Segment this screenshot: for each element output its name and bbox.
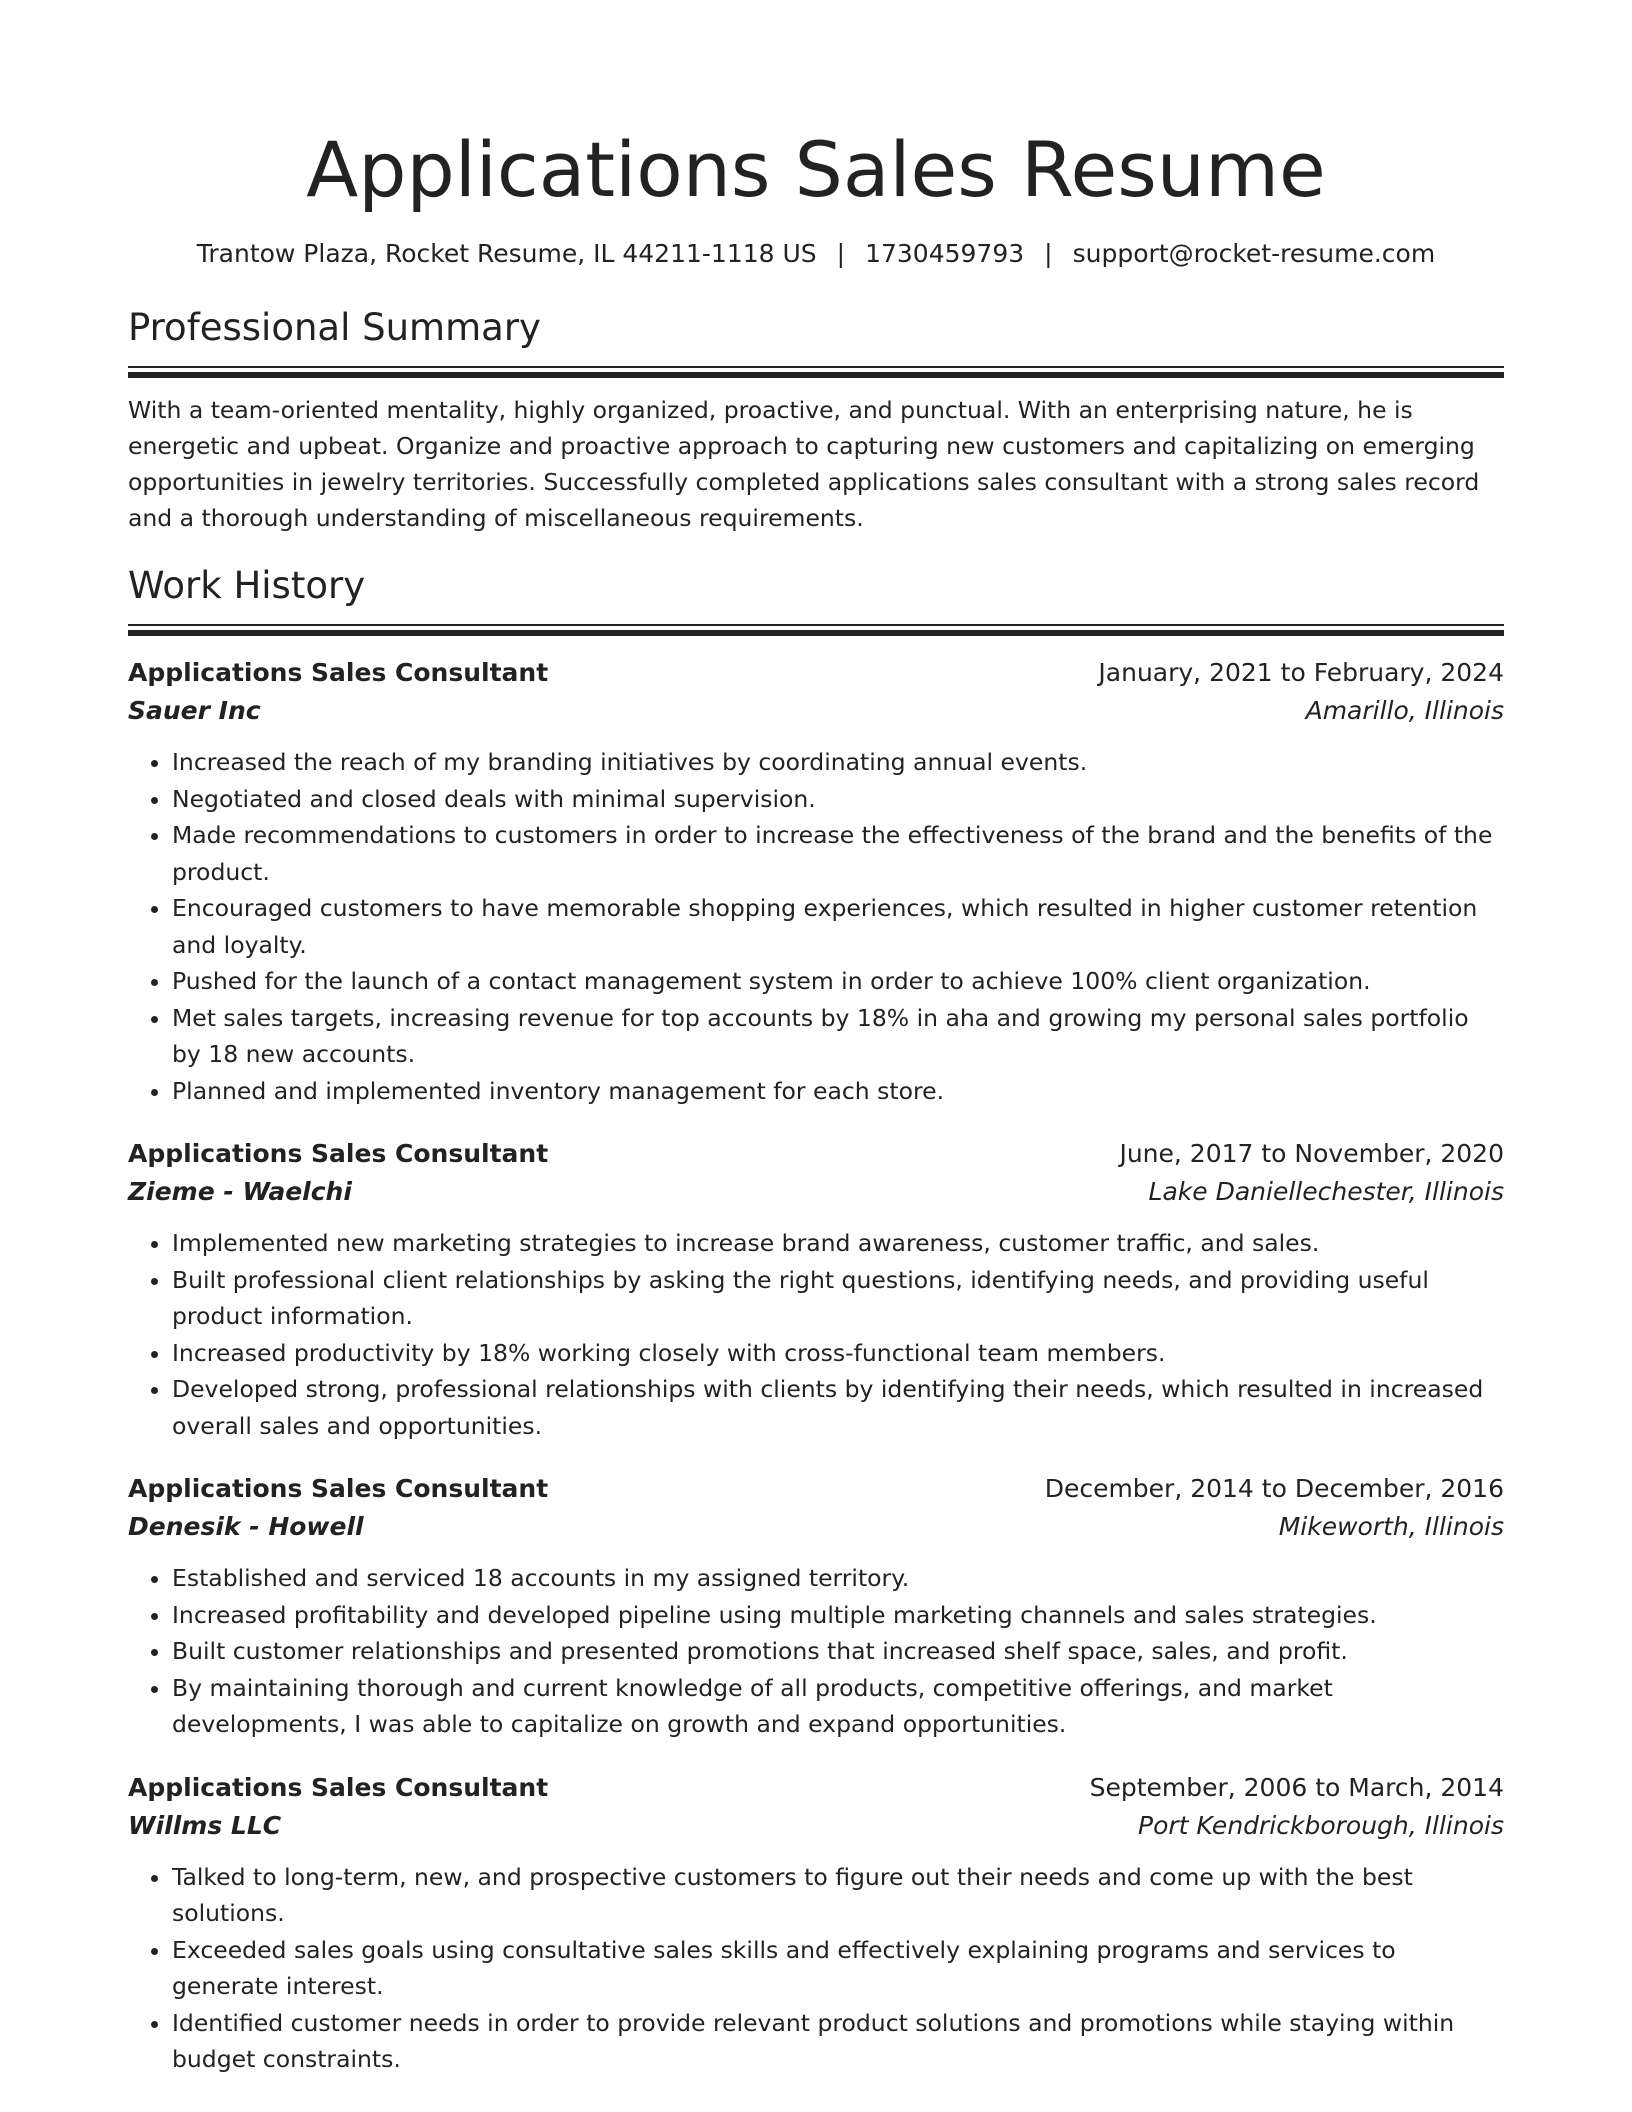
section-divider	[128, 624, 1504, 636]
job-entry	[128, 1769, 1504, 2078]
job-bullet: • Established and serviced 18 accounts in my assigned territory.	[172, 1560, 1504, 1597]
job-entry	[128, 1470, 1504, 1743]
job-dates: December, 2014 to December, 2016	[1044, 1474, 1504, 1503]
job-bullet: • Built professional client relationships by asking the right questions, identifying needs, and providing useful product information.	[172, 1262, 1504, 1335]
job-bullet: • Exceeded sales goals using consultative sales skills and effectively explaining programs and services to generate interest.	[172, 1932, 1504, 2005]
job-title: Applications Sales Consultant	[128, 658, 549, 687]
job-entry	[128, 1135, 1504, 1444]
resume-title: Applications Sales Resume	[306, 125, 1326, 214]
job-location: Amarillo, Illinois	[1305, 696, 1504, 725]
job-title: Applications Sales Consultant	[128, 1474, 549, 1503]
contact-separator: |	[1044, 239, 1053, 268]
contact-separator: |	[836, 239, 846, 268]
job-bullet: • Built customer relationships and presented promotions that increased shelf space, sales, and profit.	[172, 1633, 1504, 1670]
job-title: Applications Sales Consultant	[128, 1139, 549, 1168]
job-dates: September, 2006 to March, 2014	[1089, 1772, 1504, 1802]
job-bullet: • Implemented new marketing strategies to increase brand awareness, customer traffic, and sales.	[172, 1225, 1504, 1262]
job-bullet: • Negotiated and closed deals with minimal supervision.	[172, 781, 1504, 818]
job-bullet: • Made recommendations to customers in order to increase the effectiveness of the brand and the benefits of the product.	[172, 817, 1504, 890]
job-dates: June, 2017 to November, 2020	[1119, 1139, 1504, 1168]
professional-summary-section	[128, 304, 1504, 536]
job-dates: January, 2021 to February, 2024	[1098, 658, 1504, 687]
job-bullets	[128, 1225, 1504, 1444]
section-title-summary: Professional Summary	[128, 306, 541, 349]
section-title-work: Work History	[128, 564, 366, 607]
summary-text: With a team-oriented mentality, highly organized, proactive, and punctual. With an enterprising nature, he is energetic and upbeat. Organize and proactive approach to capturing new customers and capitalizing on emerging opportunities in jewelry territories. Successfully completed applications sales consultant with a strong sales record and a thorough understanding of miscellaneous requirements.	[128, 396, 1480, 532]
job-company: Willms LLC	[128, 1810, 282, 1840]
job-bullet: • By maintaining thorough and current knowledge of all products, competitive offerings, and market developments, I was able to capitalize on growth and expand opportunities.	[172, 1670, 1504, 1743]
contact-line	[128, 236, 1504, 272]
job-bullet: • Increased productivity by 18% working closely with cross-functional team members.	[172, 1335, 1504, 1372]
job-bullets	[128, 1560, 1504, 1743]
job-bullet: • Identified customer needs in order to provide relevant product solutions and promotions while staying within budget constraints.	[172, 2005, 1504, 2078]
job-bullet: • Increased the reach of my branding initiatives by coordinating annual events.	[172, 744, 1504, 781]
job-bullet: • Developed strong, professional relationships with clients by identifying their needs, which resulted in increased overall sales and opportunities.	[172, 1371, 1504, 1444]
contact-email: support@rocket-resume.com	[1072, 239, 1436, 268]
job-bullet: • Increased profitability and developed pipeline using multiple marketing channels and sales strategies.	[172, 1597, 1504, 1634]
job-company: Denesik - Howell	[128, 1512, 364, 1541]
job-company: Sauer Inc	[128, 696, 261, 725]
job-location: Lake Daniellechester, Illinois	[1148, 1177, 1504, 1206]
job-location: Mikeworth, Illinois	[1278, 1512, 1504, 1541]
contact-address: Trantow Plaza, Rocket Resume, IL 44211-1118 US	[196, 239, 817, 268]
job-bullet: • Met sales targets, increasing revenue for top accounts by 18% in aha and growing my personal sales portfolio by 18 new accounts.	[172, 1000, 1504, 1073]
job-bullets	[128, 744, 1504, 1109]
job-entry	[128, 654, 1504, 1109]
job-company: Zieme - Waelchi	[128, 1177, 352, 1206]
job-title: Applications Sales Consultant	[128, 1772, 549, 1802]
job-location: Port Kendrickborough, Illinois	[1138, 1810, 1504, 1840]
job-bullet: • Encouraged customers to have memorable shopping experiences, which resulted in higher customer retention and loyalty.	[172, 890, 1504, 963]
job-bullet: • Talked to long-term, new, and prospective customers to figure out their needs and come up with the best solutions.	[172, 1859, 1504, 1932]
section-divider	[128, 366, 1504, 378]
job-bullet: • Planned and implemented inventory management for each store.	[172, 1073, 1504, 1110]
work-history-section	[128, 562, 1504, 2078]
contact-phone: 1730459793	[865, 239, 1025, 268]
job-bullet: • Pushed for the launch of a contact management system in order to achieve 100% client organization.	[172, 963, 1504, 1000]
job-bullets	[128, 1859, 1504, 2078]
